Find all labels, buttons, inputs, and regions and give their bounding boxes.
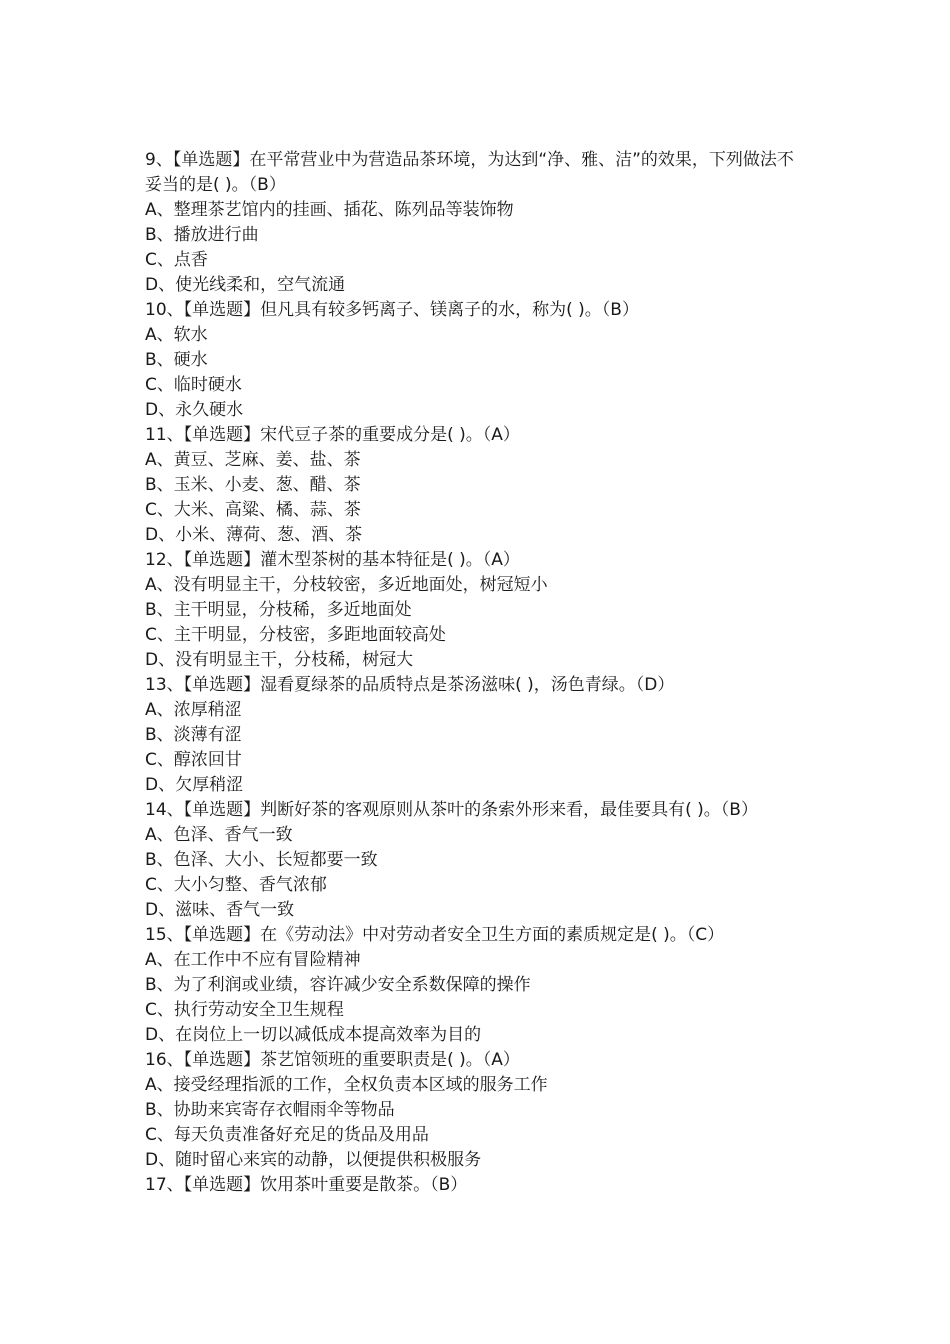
question-14 (145, 798, 810, 923)
option-c: C、大米、高粱、橘、蒜、茶 (145, 500, 361, 520)
question-stem: 14、【单选题】判断好茶的客观原则从茶叶的条索外形来看，最佳要具有( )。（B） (145, 800, 758, 820)
option-d: D、小米、薄荷、葱、酒、茶 (145, 525, 363, 545)
option-b: B、协助来宾寄存衣帽雨伞等物品 (145, 1100, 395, 1120)
option-c: C、大小匀整、香气浓郁 (145, 875, 327, 895)
option-a: A、黄豆、芝麻、姜、盐、茶 (145, 450, 361, 470)
question-11 (145, 423, 810, 548)
question-stem: 17、【单选题】饮用茶叶重要是散茶。（B） (145, 1175, 468, 1195)
option-d: D、滋味、香气一致 (145, 900, 295, 920)
option-b: B、色泽、大小、长短都要一致 (145, 850, 378, 870)
question-12 (145, 548, 810, 673)
option-c: C、醇浓回甘 (145, 750, 242, 770)
option-a: A、接受经理指派的工作，全权负责本区域的服务工作 (145, 1075, 548, 1095)
question-stem: 12、【单选题】灌木型茶树的基本特征是( )。（A） (145, 550, 520, 570)
option-d: D、使光线柔和，空气流通 (145, 275, 346, 295)
option-b: B、玉米、小麦、葱、醋、茶 (145, 475, 361, 495)
option-d: D、随时留心来宾的动静，以便提供积极服务 (145, 1150, 482, 1170)
option-c: C、主干明显，分枝密，多距地面较高处 (145, 625, 446, 645)
option-d: D、欠厚稍涩 (145, 775, 244, 795)
question-stem: 16、【单选题】茶艺馆领班的重要职责是( )。（A） (145, 1050, 520, 1070)
option-c: C、执行劳动安全卫生规程 (145, 1000, 344, 1020)
question-stem: 10、【单选题】但凡具有较多钙离子、镁离子的水，称为( )。（B） (145, 300, 639, 320)
option-c: C、临时硬水 (145, 375, 242, 395)
option-b: B、为了利润或业绩，容许减少安全系数保障的操作 (145, 975, 531, 995)
option-b: B、播放进行曲 (145, 225, 259, 245)
question-list (145, 148, 810, 1198)
option-c: C、点香 (145, 250, 208, 270)
option-b: B、淡薄有涩 (145, 725, 242, 745)
option-d: D、没有明显主干，分枝稀，树冠大 (145, 650, 414, 670)
option-c: C、每天负责准备好充足的货品及用品 (145, 1125, 429, 1145)
option-d: D、永久硬水 (145, 400, 244, 420)
question-stem: 13、【单选题】湿看夏绿茶的品质特点是茶汤滋味( )，汤色青绿。（D） (145, 675, 675, 695)
option-b: B、硬水 (145, 350, 208, 370)
question-17 (145, 1173, 810, 1198)
option-a: A、软水 (145, 325, 208, 345)
option-a: A、没有明显主干，分枝较密，多近地面处，树冠短小 (145, 575, 548, 595)
question-15 (145, 923, 810, 1048)
question-stem: 11、【单选题】宋代豆子茶的重要成分是( )。（A） (145, 425, 520, 445)
option-a: A、色泽、香气一致 (145, 825, 293, 845)
option-a: A、浓厚稍涩 (145, 700, 242, 720)
question-9 (145, 148, 810, 298)
question-13 (145, 673, 810, 798)
option-d: D、在岗位上一切以减低成本提高效率为目的 (145, 1025, 482, 1045)
question-16 (145, 1048, 810, 1173)
question-10 (145, 298, 810, 423)
option-a: A、在工作中不应有冒险精神 (145, 950, 361, 970)
question-stem: 15、【单选题】在《劳动法》中对劳动者安全卫生方面的素质规定是( )。（C） (145, 925, 725, 945)
option-a: A、整理茶艺馆内的挂画、插花、陈列品等装饰物 (145, 200, 514, 220)
option-b: B、主干明显，分枝稀，多近地面处 (145, 600, 412, 620)
question-stem: 9、【单选题】在平常营业中为营造品茶环境，为达到“净、雅、洁”的效果，下列做法不妥当的是( )。（B） (145, 150, 794, 195)
